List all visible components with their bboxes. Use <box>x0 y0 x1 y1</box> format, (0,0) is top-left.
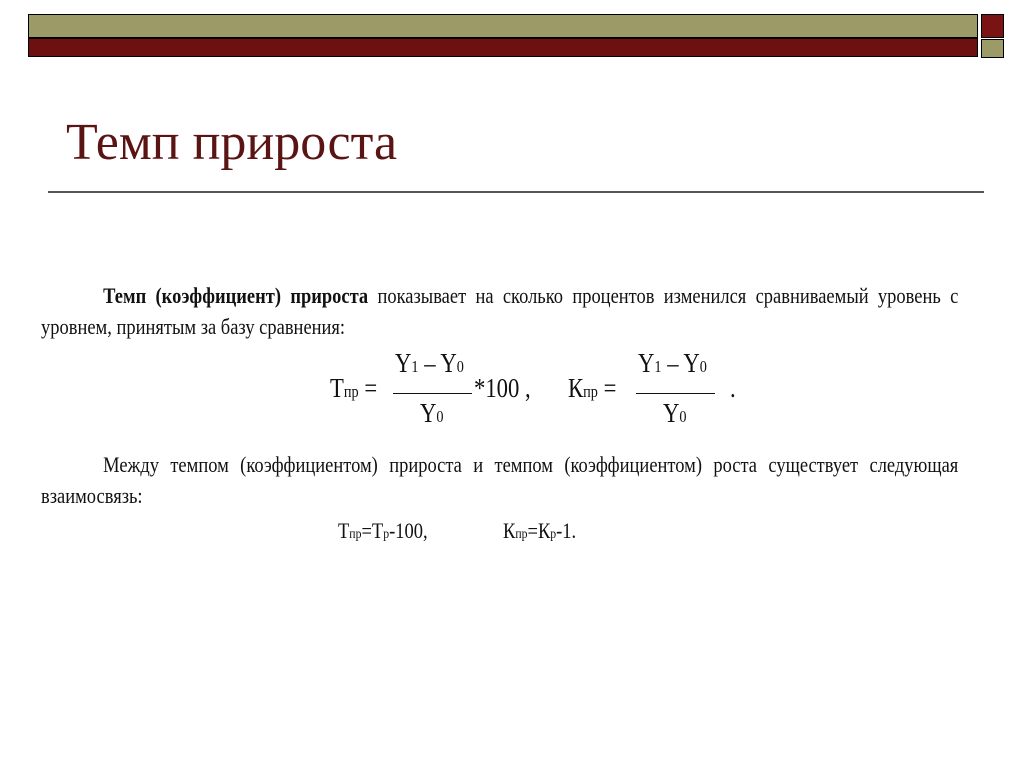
definition-paragraph <box>41 280 958 342</box>
formula1-tail: *100 , <box>474 373 531 403</box>
title-divider <box>48 191 984 193</box>
formula1-equals: = <box>364 373 378 403</box>
definition-term: Темп (коэффициент) прироста <box>103 283 369 308</box>
relation-growth-rate: Тпр=Тр-100, <box>338 518 428 543</box>
formula2-denominator: Y0 <box>663 398 687 428</box>
formula1-numerator: Y1 – Y0 <box>395 348 464 378</box>
relation-growth-coefficient: Кпр=Кр-1. <box>503 518 577 543</box>
definition-text: показывает на сколько процентов изменился сравниваемый уровень с уровнем, принятым за базу сравнения: <box>41 283 959 339</box>
formula1-lhs-sub: пр <box>343 382 359 401</box>
header-bar-olive <box>28 14 978 38</box>
formula2-equals: = <box>603 373 617 403</box>
formula1-fraction-line <box>393 393 472 394</box>
header-bar-red <box>28 38 978 57</box>
formula2-tail: . <box>730 373 736 403</box>
relation-paragraph: Между темпом (коэффициентом) прироста и темпом (коэффициентом) роста существует следующая взаимосвязь: <box>41 452 959 508</box>
formula2-lhs-sub: пр <box>583 382 598 401</box>
corner-square-red <box>981 14 1004 38</box>
formula1-denominator: Y0 <box>420 398 444 428</box>
slide-title: Темп прироста <box>66 114 398 171</box>
formula1-lhs: Т <box>330 373 344 403</box>
formula2-lhs: К <box>568 373 584 403</box>
formula2-numerator: Y1 – Y0 <box>638 348 707 378</box>
corner-square-olive <box>981 39 1004 58</box>
formula2-fraction-line <box>636 393 715 394</box>
